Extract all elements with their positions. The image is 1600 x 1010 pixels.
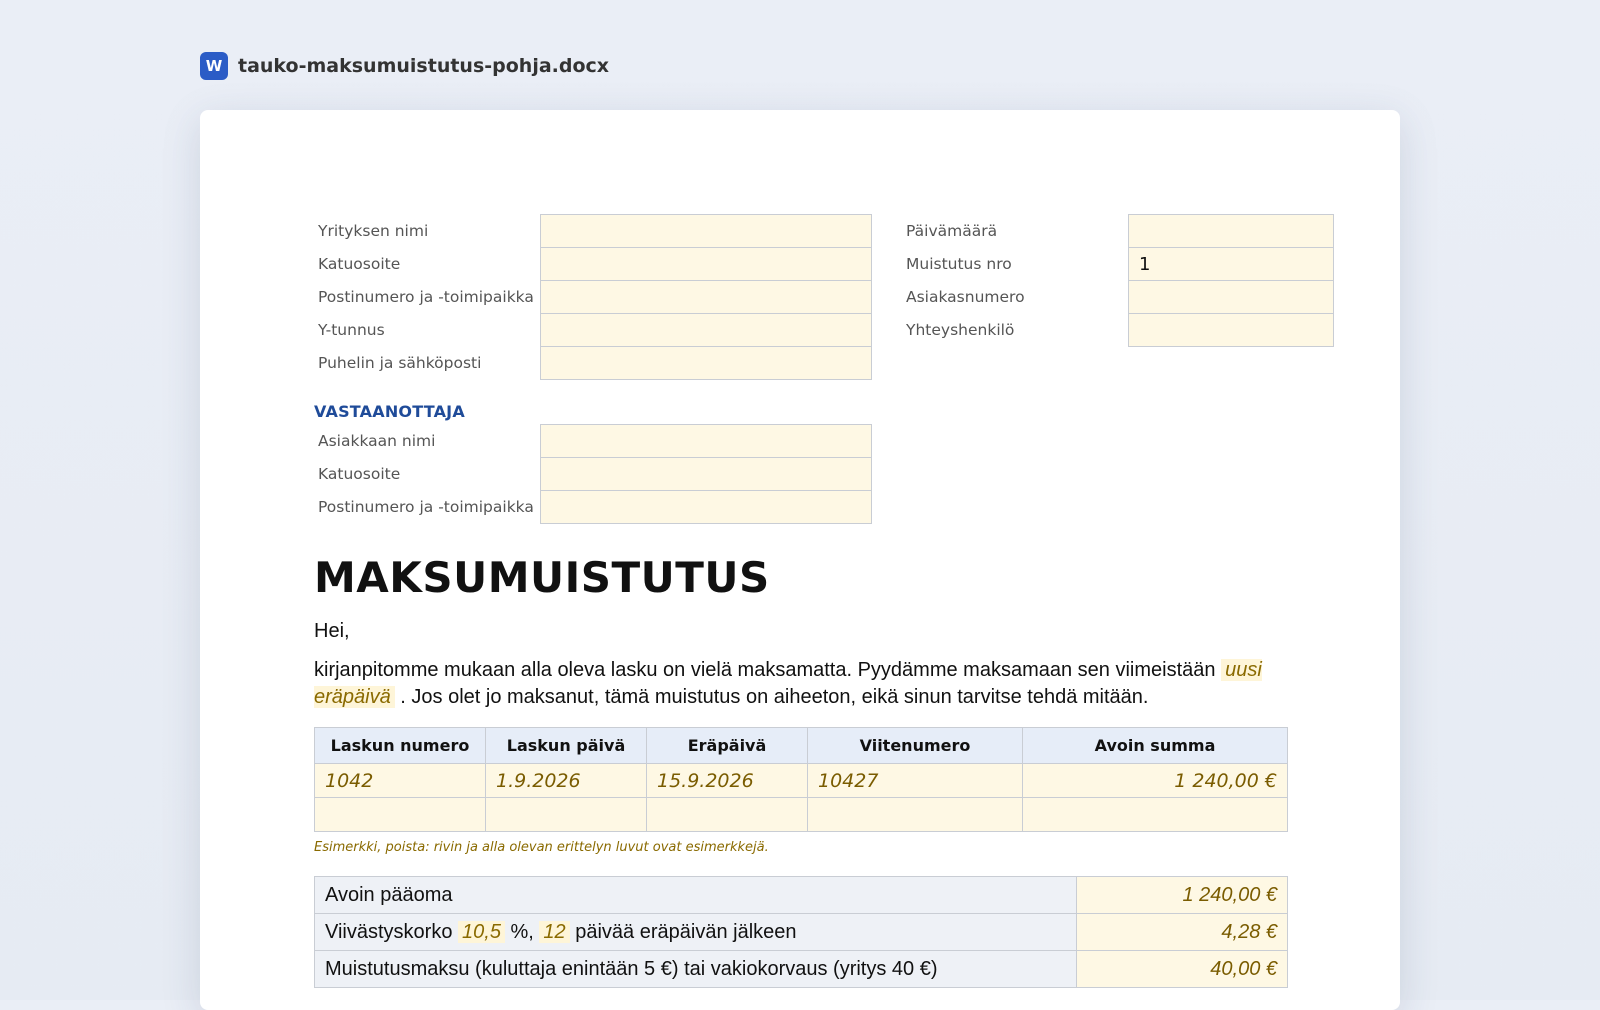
example-note: Esimerkki, poista: rivin ja alla olevan erittelyn luvut ovat esimerkkejä. [314,840,769,855]
company-name-field[interactable] [541,215,872,248]
interest-days-field[interactable]: 12 [539,921,569,943]
meta-row [898,215,1334,248]
field-label: Asiakasnumero [906,288,1025,306]
open-amount-cell[interactable]: 1 240,00 € [1023,764,1288,798]
field-label: Postinumero ja -toimipaikka [318,498,534,516]
table-header-row [315,728,1288,764]
sender-row [310,215,872,248]
paragraph-text: kirjanpitomme mukaan alla oleva lasku on vielä maksamatta. Pyydämme maksamaan sen viimeistään [314,659,1216,681]
recipient-postal-field[interactable] [541,491,872,524]
contact-person-field[interactable] [1129,314,1334,347]
principal-value[interactable]: 1 240,00 € [1077,877,1288,914]
field-label: Katuosoite [318,255,401,273]
column-header: Laskun päivä [486,728,647,764]
summary-row [315,877,1288,914]
reference-number-cell[interactable]: 10427 [808,764,1023,798]
due-date-cell[interactable]: 15.9.2026 [647,764,808,798]
interest-value[interactable]: 4,28 € [1077,914,1288,951]
word-app-icon: W [200,52,228,80]
field-label: Asiakkaan nimi [318,432,436,450]
recipient-heading: VASTAANOTTAJA [314,402,465,421]
invoice-date-cell[interactable]: 1.9.2026 [486,764,647,798]
interest-mid: %, [510,920,534,943]
field-label: Yhteyshenkilö [906,321,1015,339]
date-field[interactable] [1129,215,1334,248]
recipient-row [310,458,872,491]
field-label: Postinumero ja -toimipaikka [318,288,534,306]
field-label: Yrityksen nimi [318,222,429,240]
street-address-field[interactable] [541,248,872,281]
reminder-paragraph [314,657,1274,711]
document-filename: tauko-maksumuistutus-pohja.docx [238,55,610,77]
invoice-number-cell[interactable] [315,798,486,832]
interest-suffix: päivää eräpäivän jälkeen [575,920,797,943]
column-header: Eräpäivä [647,728,808,764]
invoice-date-cell[interactable] [486,798,647,832]
reference-number-cell[interactable] [808,798,1023,832]
fee-label: Muistutusmaksu (kuluttaja enintään 5 €) tai vakiokorvaus (yritys 40 €) [315,951,1077,988]
column-header: Laskun numero [315,728,486,764]
invoice-table [314,727,1288,832]
paragraph-text: . Jos olet jo maksanut, tämä muistutus on aiheeton, eikä sinun tarvitse tehdä mitään. [400,686,1149,708]
recipient-street-field[interactable] [541,458,872,491]
summary-row [315,914,1288,951]
reminder-meta-table [898,214,1334,347]
due-date-cell[interactable] [647,798,808,832]
fee-value[interactable]: 40,00 € [1077,951,1288,988]
meta-row [898,314,1334,347]
sender-row [310,248,872,281]
recipient-row [310,491,872,524]
meta-row [898,281,1334,314]
sender-row [310,281,872,314]
invoice-number-cell[interactable]: 1042 [315,764,486,798]
sender-row [310,314,872,347]
recipient-row [310,425,872,458]
column-header: Viitenumero [808,728,1023,764]
principal-label: Avoin pääoma [315,877,1077,914]
document-title: MAKSUMUISTUTUS [314,553,770,602]
interest-label [315,914,1077,951]
reminder-number-field[interactable]: 1 [1129,248,1334,281]
greeting-text: Hei, [314,620,350,642]
summary-row [315,951,1288,988]
recipient-info-table [310,424,872,524]
sender-row [310,347,872,380]
column-header: Avoin summa [1023,728,1288,764]
phone-email-field[interactable] [541,347,872,380]
new-due-date-placeholder[interactable]: uusi eräpäivä [314,659,1262,708]
business-id-field[interactable] [541,314,872,347]
customer-name-field[interactable] [541,425,872,458]
customer-number-field[interactable] [1129,281,1334,314]
meta-row [898,248,1334,281]
field-label: Y-tunnus [318,321,385,339]
table-row [315,764,1288,798]
field-label: Katuosoite [318,465,401,483]
sender-info-table [310,214,872,380]
document-page [200,110,1400,1010]
field-label: Puhelin ja sähköposti [318,354,482,372]
interest-prefix: Viivästyskorko [325,920,453,943]
window-titlebar [200,52,609,80]
summary-table [314,876,1288,988]
interest-rate-field[interactable]: 10,5 [458,921,505,943]
field-label: Muistutus nro [906,255,1012,273]
field-label: Päivämäärä [906,222,998,240]
postal-code-city-field[interactable] [541,281,872,314]
table-row [315,798,1288,832]
open-amount-cell[interactable] [1023,798,1288,832]
